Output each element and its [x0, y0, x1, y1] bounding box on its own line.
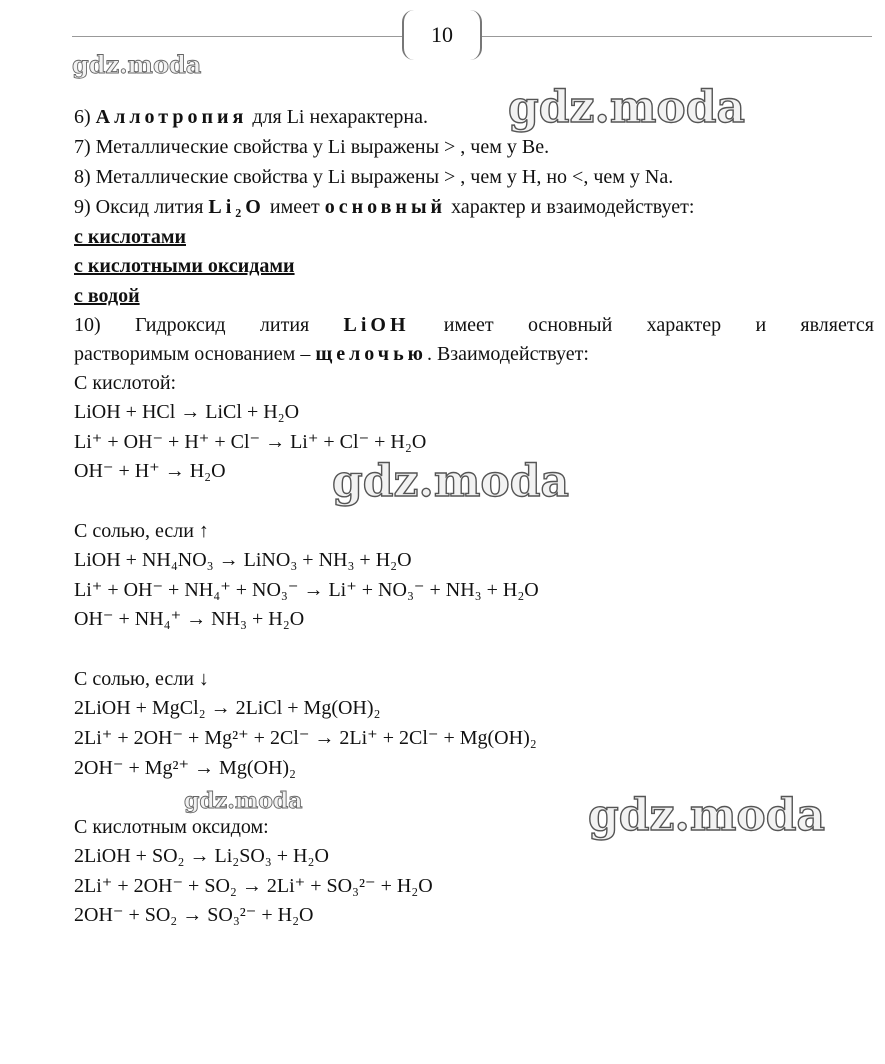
header-rule-left: [72, 36, 402, 37]
word: характер: [646, 314, 722, 336]
equation: OH⁻ + H⁺ → H₂O: [74, 460, 226, 482]
word: является: [800, 314, 874, 336]
equation: 2LiOH + MgCl₂ → 2LiCl + Mg(OH)₂: [74, 697, 381, 719]
formula-lioh: LiOH: [343, 314, 410, 336]
page-number: 10: [431, 22, 453, 47]
item-8: 8) Металлические свойства у Li выражены > , чем у H, но <, чем у Na.: [74, 166, 674, 188]
item-6: [74, 105, 428, 129]
section-title: С кислотой:: [74, 372, 177, 394]
word: Гидроксид: [134, 314, 226, 336]
header-rule-right: [478, 36, 872, 37]
equation: OH⁻ + NH₄⁺ → NH₃ + H₂O: [74, 608, 305, 630]
equation: LiOH + NH₄NO₃ → LiNO₃ + NH₃ + H₂O: [74, 549, 412, 571]
item-text: растворимым основанием –: [74, 343, 311, 365]
item-number: 6): [74, 106, 91, 128]
section-title: С солью, если ↓: [74, 668, 209, 690]
word: основный: [527, 314, 613, 336]
section-title: С кислотным оксидом:: [74, 816, 269, 838]
item-text: для Li нехарактерна.: [252, 106, 428, 128]
reacts-with-acids: с кислотами: [74, 226, 186, 248]
item-10-line-2: [74, 342, 589, 366]
item-text: характер и взаимодействует:: [451, 196, 695, 218]
item-number: 10): [74, 314, 101, 336]
item-text: . Взаимодействует:: [426, 343, 589, 365]
reacts-with-acid-oxides: с кислотными оксидами: [74, 255, 295, 277]
equation: 2LiOH + SO₂ → Li₂SO₃ + H₂O: [74, 845, 329, 867]
equation: Li⁺ + OH⁻ + H⁺ + Cl⁻ → Li⁺ + Cl⁻ + H₂O: [74, 431, 427, 453]
page-number-box: [402, 10, 482, 60]
item-9: [74, 195, 694, 219]
equation: Li⁺ + OH⁻ + NH₄⁺ + NO₃⁻ → Li⁺ + NO₃⁻ + NH₃ + H₂O: [74, 579, 539, 601]
item-text: имеет: [269, 196, 320, 218]
watermark: gdz.moda: [184, 788, 303, 814]
formula-li2o: Li₂O: [208, 196, 265, 218]
item-10-line-1: [74, 313, 874, 337]
equation: 2OH⁻ + Mg²⁺ → Mg(OH)₂: [74, 757, 297, 779]
word: лития: [259, 314, 310, 336]
reacts-with-water: с водой: [74, 285, 140, 307]
item-text: 9) Оксид лития: [74, 196, 204, 218]
equation: 2Li⁺ + 2OH⁻ + SO₂ → 2Li⁺ + SO₃²⁻ + H₂O: [74, 875, 433, 897]
watermark: gdz.moda: [508, 82, 746, 133]
word: имеет: [443, 314, 494, 336]
section-title: С солью, если ↑: [74, 520, 209, 542]
equation: LiOH + HCl → LiCl + H₂O: [74, 401, 300, 423]
term-allotropy: Аллотропия: [95, 106, 248, 128]
term-basic: основный: [324, 196, 447, 218]
equation: 2Li⁺ + 2OH⁻ + Mg²⁺ + 2Cl⁻ → 2Li⁺ + 2Cl⁻ + Mg(OH)₂: [74, 727, 537, 749]
watermark: gdz.moda: [332, 456, 570, 507]
item-7: 7) Металлические свойства у Li выражены > , чем у Be.: [74, 136, 550, 158]
term-alkali: щелочью: [315, 343, 427, 365]
watermark: gdz.moda: [588, 790, 826, 841]
watermark: gdz.moda: [72, 50, 202, 79]
word: и: [755, 314, 767, 336]
equation: 2OH⁻ + SO₂ → SO₃²⁻ + H₂O: [74, 904, 314, 926]
